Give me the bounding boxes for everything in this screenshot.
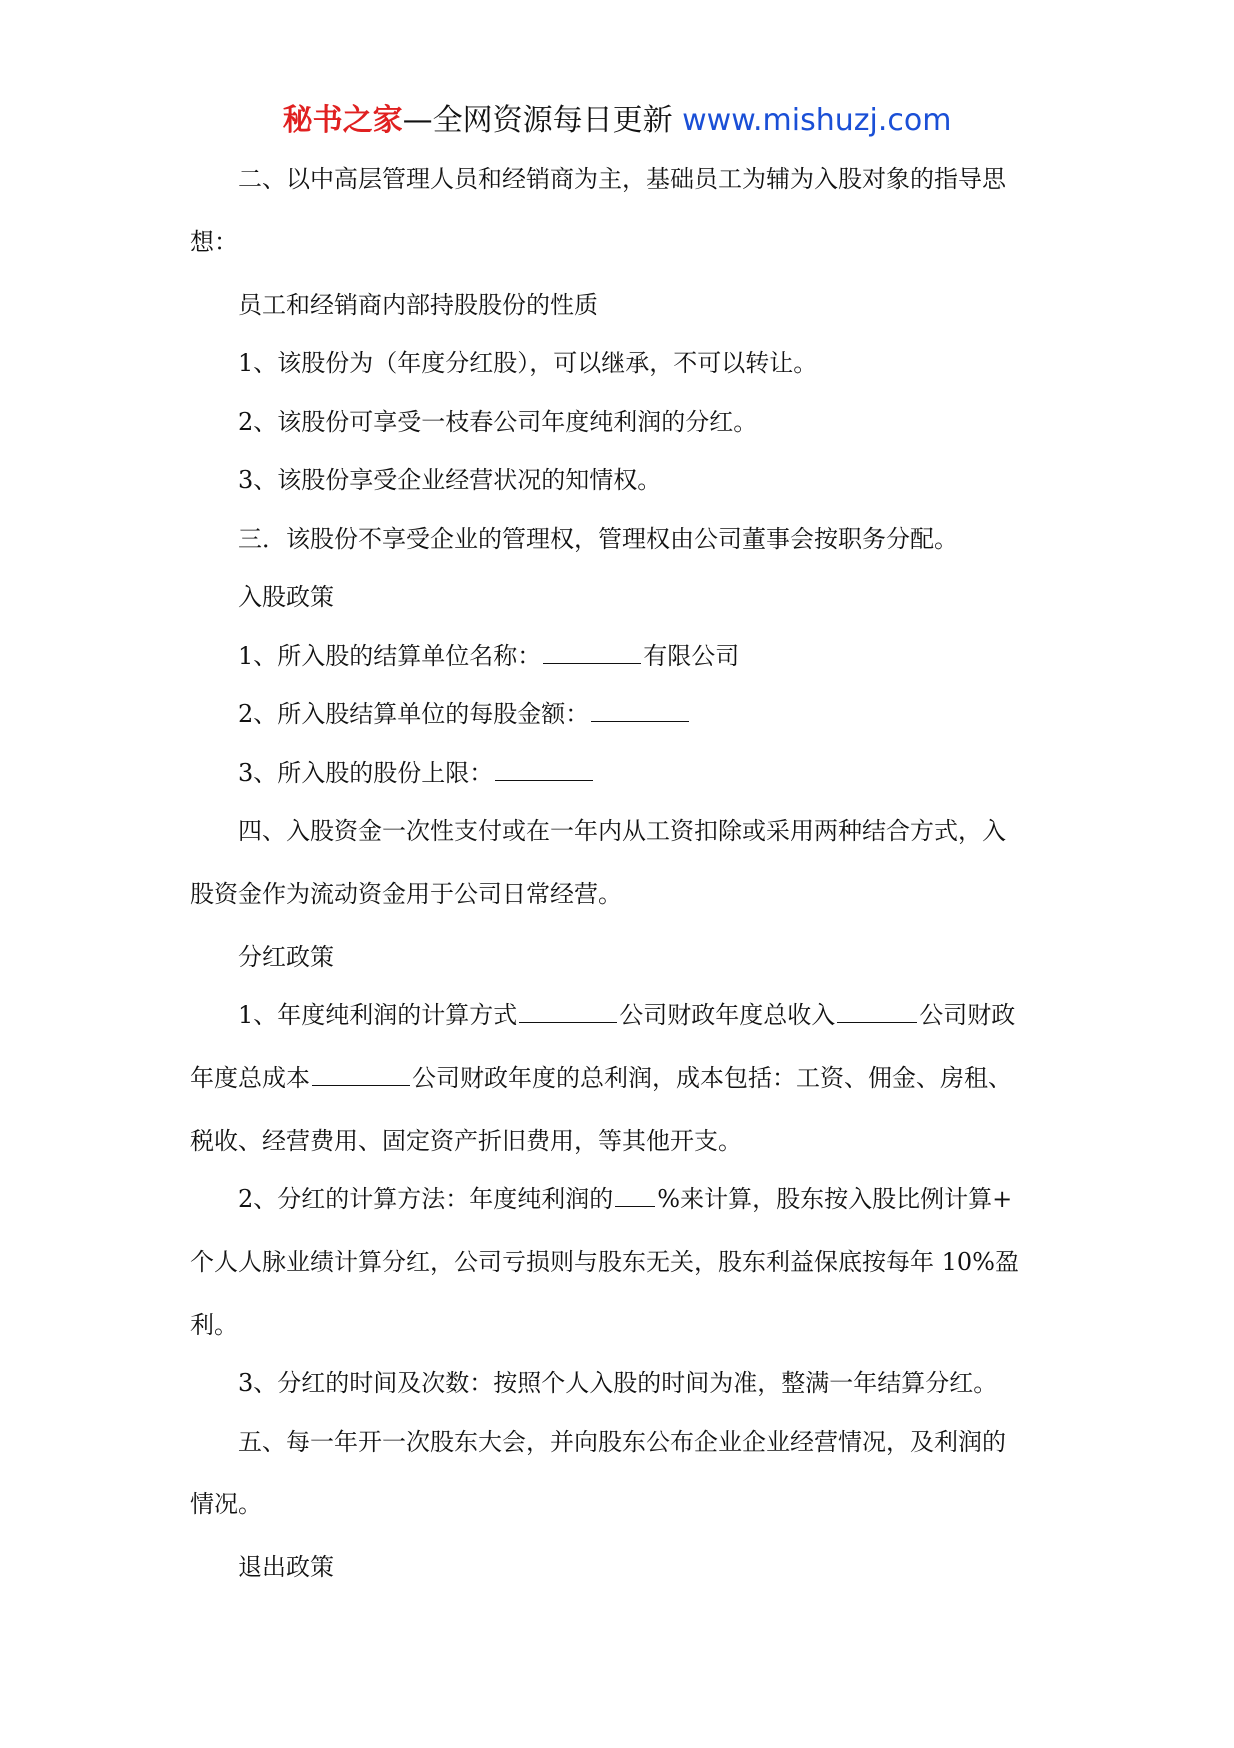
paragraph-text: 年度总成本 [190, 1063, 310, 1092]
fill-blank[interactable] [519, 1002, 617, 1023]
dividend-item-1 [190, 986, 1042, 1045]
paragraph-capital-payment [190, 802, 1042, 861]
heading-share-nature [190, 276, 1042, 335]
heading-exit-policy [190, 1538, 1042, 1597]
fill-blank[interactable] [615, 1186, 655, 1207]
paragraph-text: 2、分红的计算方法：年度纯利润的 [238, 1185, 614, 1213]
policy-item-2 [190, 685, 1042, 744]
dividend-item-1-cont [190, 1045, 1042, 1112]
paragraph-text: %来计算，股东按入股比例计算+ [657, 1185, 1013, 1213]
paragraph-text: 1、年度纯利润的计算方式 [238, 1001, 518, 1029]
paragraph-text: 员工和经销商内部持股股份的性质 [238, 290, 598, 319]
paragraph-text: 三．该股份不享受企业的管理权，管理权由公司董事会按职务分配。 [238, 524, 958, 553]
list-item-1 [190, 334, 1042, 393]
paragraph-text: 股资金作为流动资金用于公司日常经营。 [190, 879, 622, 908]
heading-dividend-policy [190, 928, 1042, 987]
heading-share-policy [190, 568, 1042, 627]
paragraph-text: 3、所入股的股份上限： [238, 758, 494, 787]
list-item-2 [190, 393, 1042, 452]
paragraph-text: 2、所入股结算单位的每股金额： [238, 700, 590, 728]
paragraph-text: 公司财政年度的总利润，成本包括：工资、佣金、房租、 [412, 1063, 1012, 1092]
header-slogan: —全网资源每日更新 [402, 103, 673, 138]
paragraph-text: 利。 [190, 1310, 238, 1339]
paragraph-text: 有限公司 [643, 641, 740, 670]
page-header [0, 100, 1234, 142]
dividend-item-3 [190, 1354, 1042, 1413]
paragraph-text: 公司财政 [919, 1001, 1016, 1029]
dividend-item-2 [190, 1170, 1042, 1229]
paragraph-text: 公司财政年度总收入 [619, 1001, 836, 1029]
list-item-3 [190, 451, 1042, 510]
policy-item-1 [190, 627, 1042, 686]
paragraph-text: 2、该股份可享受一枝春公司年度纯利润的分红。 [238, 407, 758, 436]
fill-blank[interactable] [543, 643, 641, 664]
paragraph-guiding-idea [190, 150, 1042, 209]
paragraph-text: 二、以中高层管理人员和经销商为主，基础员工为辅为入股对象的指导思 [238, 165, 1006, 193]
header-brand: 秘书之家 [282, 103, 403, 138]
paragraph-text: 1、所入股的结算单位名称： [238, 641, 542, 670]
paragraph-text: 分红政策 [238, 942, 334, 971]
dividend-item-2-cont2 [190, 1296, 1042, 1355]
paragraph-text: 入股政策 [238, 583, 334, 611]
paragraph-text: 想： [190, 227, 238, 256]
dividend-item-2-cont [190, 1229, 1042, 1296]
fill-blank[interactable] [591, 701, 689, 722]
paragraph-shareholder-meeting-cont [190, 1471, 1042, 1538]
paragraph-text: 3、该股份享受企业经营状况的知情权。 [238, 466, 662, 494]
document-body [190, 150, 1042, 1597]
fill-blank[interactable] [312, 1065, 410, 1086]
paragraph-text: 退出政策 [238, 1553, 334, 1581]
paragraph-management-right [190, 510, 1042, 569]
policy-item-3 [190, 744, 1042, 803]
paragraph-text: 个人人脉业绩计算分红，公司亏损则与股东无关，股东利益保底按每年 10%盈 [190, 1247, 1019, 1276]
paragraph-text: 税收、经营费用、固定资产折旧费用，等其他开支。 [190, 1126, 742, 1155]
paragraph-text: 3、分红的时间及次数：按照个人入股的时间为准，整满一年结算分红。 [238, 1369, 998, 1397]
paragraph-text: 1、该股份为（年度分红股），可以继承，不可以转让。 [238, 349, 818, 377]
header-url[interactable]: www.mishuzj.com [682, 103, 952, 138]
fill-blank[interactable] [495, 760, 593, 781]
paragraph-text: 四、入股资金一次性支付或在一年内从工资扣除或采用两种结合方式，入 [238, 817, 1006, 845]
paragraph-capital-payment-cont [190, 861, 1042, 928]
paragraph-text: 五、每一年开一次股东大会，并向股东公布企业企业经营情况，及利润的 [238, 1427, 1006, 1456]
fill-blank[interactable] [837, 1002, 917, 1023]
paragraph-guiding-idea-cont [190, 209, 1042, 276]
paragraph-shareholder-meeting [190, 1413, 1042, 1472]
paragraph-text: 情况。 [190, 1490, 262, 1518]
dividend-item-1-cont2 [190, 1112, 1042, 1171]
